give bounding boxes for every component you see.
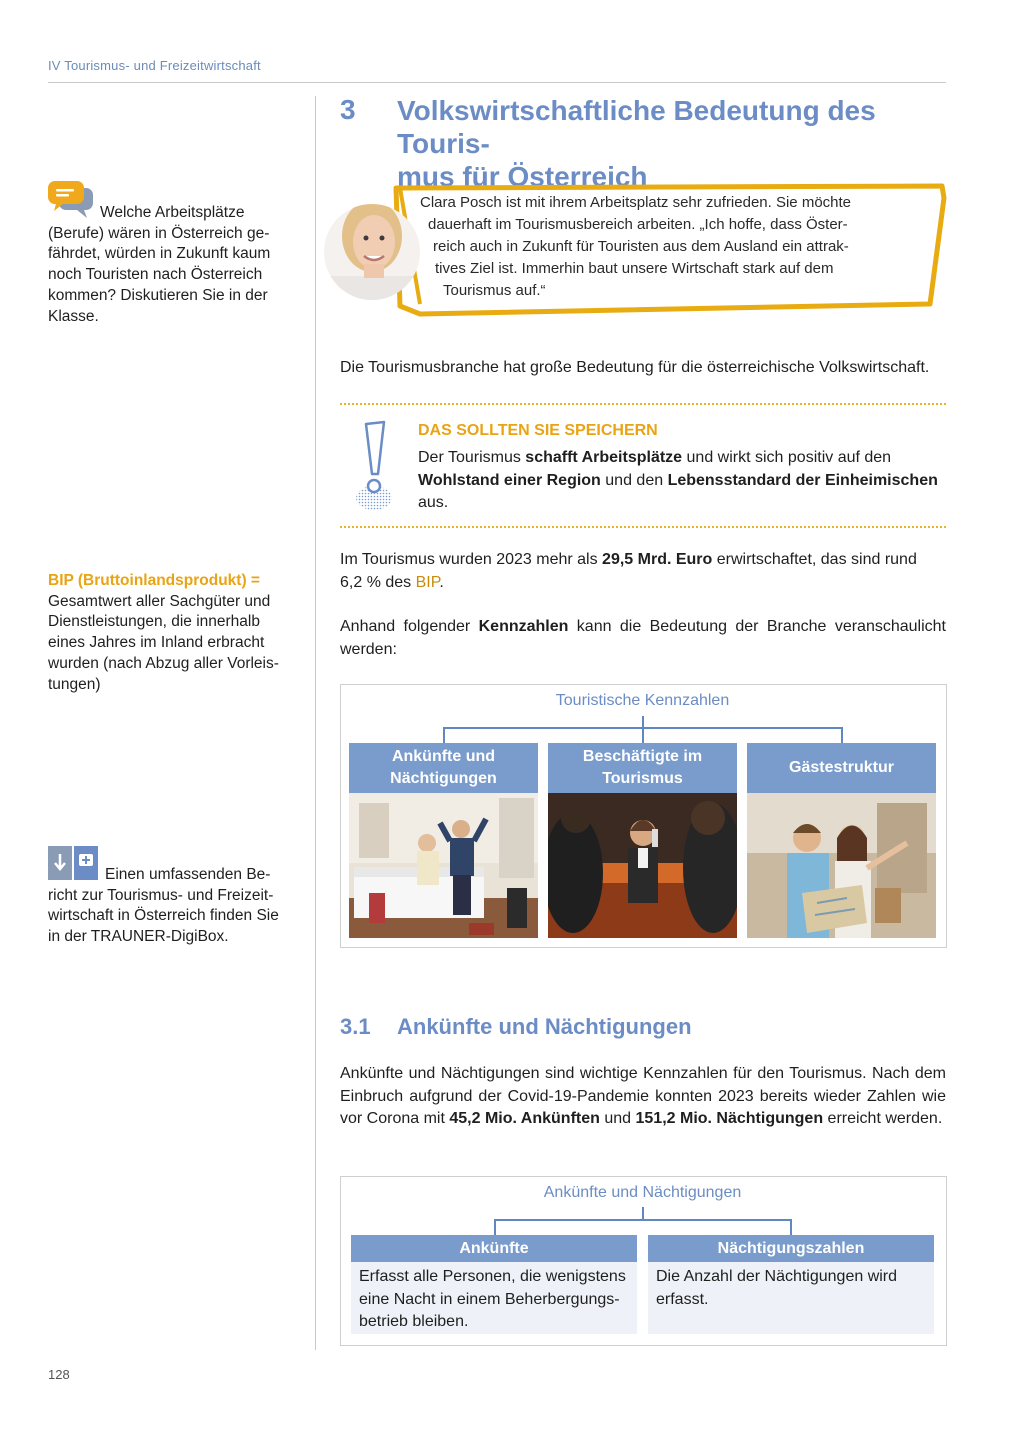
remember-text-part: aus.	[418, 494, 449, 511]
running-head: IV Tourismus- und Freizeitwirtschaft	[48, 58, 261, 73]
photo-hotel-staff	[548, 793, 737, 938]
section-number: 3	[340, 94, 356, 125]
section-title: Volkswirtschaftliche Bedeutung des Touris- mus für Österreich	[397, 95, 876, 192]
digibox-line: richt zur Tourismus- und Freizeit-	[48, 886, 274, 904]
remember-text-part: und wirkt sich positiv auf den	[682, 449, 892, 466]
intro-paragraph: Die Tourismusbranche hat große Bedeutung für die österreichische Volkswirtschaft.	[340, 359, 930, 376]
bip-glossary-link[interactable]: BIP	[415, 573, 440, 591]
nights-header: Nächtigungszahlen	[648, 1235, 934, 1262]
connector-line	[790, 1219, 792, 1235]
header-rule	[48, 82, 946, 83]
discussion-line: (Berufe) wären in Österreich ge-	[48, 224, 270, 242]
bip-line: wurden (nach Abzug aller Vorleis-	[48, 654, 279, 672]
digibox-note	[48, 865, 308, 948]
quote-text	[420, 192, 900, 302]
connector-line	[443, 727, 445, 743]
revenue-text: Im Tourismus wurden 2023 mehr als	[340, 551, 603, 568]
remember-text-part: und den	[600, 471, 668, 489]
digibox-line: wirtschaft in Österreich finden Sie	[48, 907, 279, 925]
category-guest-structure: Gästestruktur	[747, 743, 936, 793]
discussion-line: fährdet, würden in Zukunft kaum	[48, 245, 271, 263]
bip-term: BIP (Bruttoinlandsprodukt) =	[48, 572, 260, 589]
remember-bold-jobs: schafft Arbeitsplätze	[525, 449, 683, 466]
kennzahlen-text: kann die Bedeutung der Branche veranschaulicht werden:	[340, 618, 946, 658]
photo-hotel-guests	[349, 793, 538, 938]
remember-title: DAS SOLLTEN SIE SPEICHERN	[418, 422, 658, 439]
discussion-line: noch Touristen nach Österreich	[48, 266, 263, 284]
bip-line: tungen)	[48, 675, 101, 693]
discussion-prompt	[48, 203, 298, 327]
kennzahlen-bold: Kennzahlen	[478, 618, 569, 635]
bip-definition	[48, 571, 298, 695]
definition-line: Erfasst alle Personen, die wenigstens	[359, 1268, 626, 1285]
connector-line	[494, 1219, 792, 1221]
bip-line: Dienstleistungen, die innerhalb	[48, 613, 260, 631]
arrivals-definition	[351, 1262, 637, 1334]
kennzahlen-paragraph	[340, 616, 946, 661]
remember-top-rule	[340, 403, 946, 405]
arrivals-text: und	[599, 1110, 636, 1127]
bip-line: eines Jahres im Inland erbracht	[48, 634, 265, 652]
quote-line: tives Ziel ist. Immerhin baut unsere Wirtschaft stark auf dem	[435, 260, 834, 277]
discussion-line: Welche Arbeitsplätze	[100, 204, 245, 221]
remember-bold-living-standard: Lebensstandard der Einheimischen	[667, 471, 938, 489]
digibox-line: Einen umfassenden Be-	[105, 866, 271, 883]
quote-line: Tourismus auf.“	[443, 282, 546, 299]
portrait-avatar	[320, 196, 430, 316]
bip-line: Gesamtwert aller Sachgüter und	[48, 592, 271, 610]
nights-definition	[648, 1262, 934, 1334]
category-arrivals-nights: Ankünfte und Nächtigungen	[349, 743, 538, 793]
revenue-amount: 29,5 Mrd. Euro	[602, 551, 713, 568]
revenue-text: erwirtschaftet, das sind rund	[712, 551, 917, 568]
nights-figure: 151,2 Mio. Nächtigungen	[635, 1110, 824, 1127]
subsection-number: 3.1	[340, 1014, 371, 1039]
page-number: 128	[48, 1367, 70, 1382]
arrivals-text: erreicht werden.	[823, 1110, 943, 1127]
arrivals-text: Ankünfte und Nächtigungen sind wichtige Kennzahlen für den Tourismus. Nach dem Einbruch aufgrund der Covid-19-Pandemie konnten 2023 bereits wieder Zahlen wie vor Corona mit	[340, 1065, 946, 1127]
connector-line	[642, 727, 644, 743]
revenue-text: .	[439, 573, 444, 591]
revenue-paragraph	[340, 549, 946, 594]
kennzahlen-text: Anhand folgender	[340, 618, 479, 635]
remember-text	[418, 447, 948, 515]
column-divider	[315, 96, 316, 1350]
remember-bottom-rule	[340, 526, 946, 528]
definition-line: eine Nacht in einem Beherbergungs-	[359, 1290, 620, 1308]
connector-line	[494, 1219, 496, 1235]
subsection-title: Ankünfte und Nächtigungen	[397, 1014, 692, 1039]
diagram-title: Touristische Kennzahlen	[555, 692, 730, 709]
arrivals-paragraph	[340, 1063, 946, 1131]
revenue-text: 6,2 % des	[340, 573, 416, 591]
discussion-line: kommen? Diskutieren Sie in der	[48, 286, 268, 304]
photo-tourist-couple	[747, 793, 936, 938]
quote-line: dauerhaft im Tourismusbereich arbeiten. „Ich hoffe, dass Öster-	[428, 216, 848, 233]
definition-line: erfasst.	[656, 1290, 709, 1308]
digibox-line: in der TRAUNER-DigiBox.	[48, 928, 229, 946]
definition-line: betrieb bleiben.	[359, 1313, 469, 1330]
quote-line: Clara Posch ist mit ihrem Arbeitsplatz sehr zufrieden. Sie möchte	[420, 194, 852, 211]
diagram-title: Ankünfte und Nächtigungen	[543, 1184, 742, 1201]
definition-line: Die Anzahl der Nächtigungen wird	[656, 1268, 898, 1285]
category-employees: Beschäftigte im Tourismus	[548, 743, 737, 793]
arrivals-figure: 45,2 Mio. Ankünften	[449, 1110, 600, 1127]
arrivals-header: Ankünfte	[351, 1235, 637, 1262]
discussion-line: Klasse.	[48, 307, 99, 325]
remember-text-part: Der Tourismus	[418, 449, 526, 466]
quote-line: reich auch in Zukunft für Touristen aus dem Ausland ein attrak-	[433, 238, 849, 255]
connector-line	[841, 727, 843, 743]
remember-bold-wealth: Wohlstand einer Region	[418, 471, 601, 489]
exclamation-icon	[352, 420, 396, 512]
